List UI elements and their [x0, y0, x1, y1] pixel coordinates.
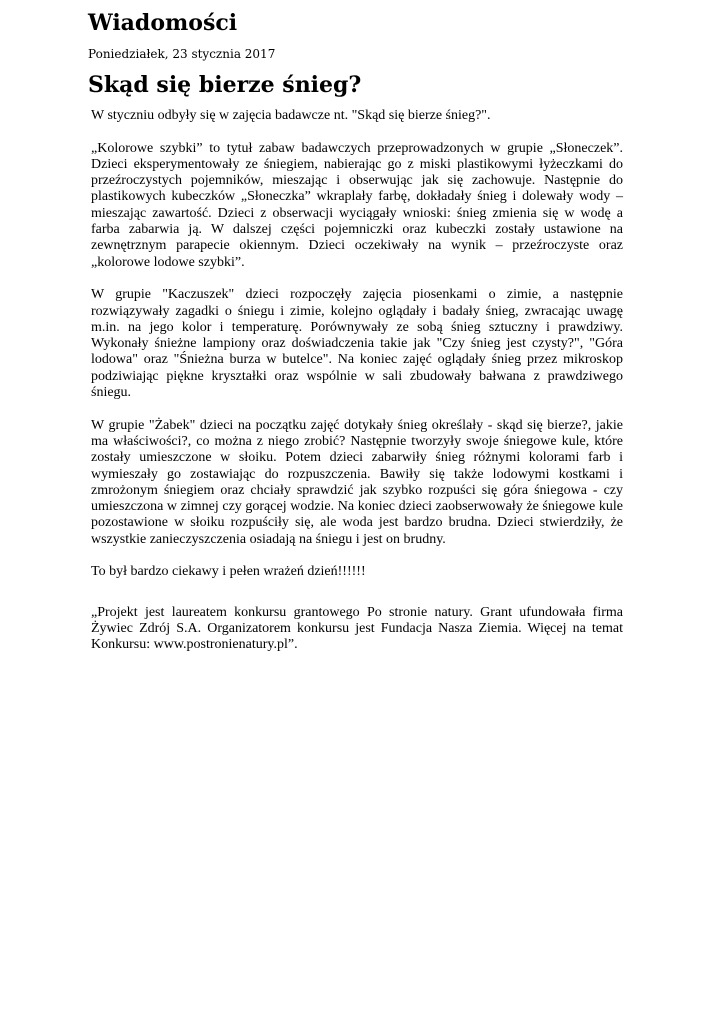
article-body: [91, 108, 623, 670]
post-date: Poniedziałek, 23 stycznia 2017: [88, 47, 276, 61]
site-title: Wiadomości: [88, 10, 238, 36]
paragraph-project-note: „Projekt jest laureatem konkursu grantowego Po stronie natury. Grant ufundowała firma Żywiec Zdrój S.A. Organizatorem konkursu jest Fundacja Nasza Ziemia. Więcej na temat Konkursu: www.postronienatury.pl”.: [91, 604, 623, 653]
paragraph-summary: To był bardzo ciekawy i pełen wrażeń dzień!!!!!!: [91, 564, 366, 580]
article-title: Skąd się bierze śnieg?: [88, 72, 362, 98]
paragraph-zabki: W grupie "Żabek" dzieci na początku zajęć dotykały śnieg określały - skąd się bierze?, jakie ma właściwości?, co można z niego zrobić? Następnie tworzyły swoje śniegowe kule, które zostały umieszczone w słoiku. Potem dzieci zabarwiły śnieg różnymi kolorami farb i wymieszały go zostawiając do rozpuszczenia. Bawiły się także lodowymi kostkami i zmrożonym śniegiem oraz chciały sprawdzić jak szybko rozpuści się góra śniegowa - czy umieszczona w zimnej czy gorącej wodzie. Na koniec dzieci zaobserwowały że śniegowe kule pozostawione w słoiku rozpuściły się, ale woda jest bardzo brudna. Dzieci stwierdziły, że wszystkie zanieczyszczenia osiadają na śniegu i jest on brudny.: [91, 417, 623, 547]
paragraph-kaczuszki: W grupie "Kaczuszek" dzieci rozpoczęły zajęcia piosenkami o zimie, a następnie rozwiązywały zagadki o śniegu i zimie, kolejno oglądały i badały śnieg, zwracając uwagę m.in. na jego kolor i temperaturę. Porównywały ze sobą śnieg sztuczny i prawdziwy. Wykonały śnieżne lampiony oraz doświadczenia takie jak "Czy śnieg jest czysty?", "Góra lodowa" oraz "Śnieżna burza w butelce". Na koniec zajęć oglądały śnieg przez mikroskop podziwiając piękne kryształki oraz wspólnie w sali zbudowały bałwana z prawdziwego śniegu.: [91, 287, 623, 401]
paragraph-sloneczka: „Kolorowe szybki” to tytuł zabaw badawczych przeprowadzonych w grupie „Słoneczek”. Dzieci eksperymentowały ze śniegiem, nabierając go z miski plastikowymi łyżeczkami do przeźroczystych pojemników, mieszając i obserwując jak się zachowuje. Następnie do plastikowych kubeczków „Słoneczka” wkraplały farbę, dokładały śnieg i dolewały wody – mieszając zawartość. Dzieci z obserwacji wyciągały wnioski: śnieg zmienia się w wodę a farba zabarwia ją. W dalszej części pojemniczki oraz kubeczki zostały ustawione na zewnętrznym parapecie okiennym. Dzieci oczekiwały na wynik – przeźroczyste oraz „kolorowe lodowe szybki”.: [91, 140, 623, 270]
paragraph-intro: W styczniu odbyły się w zajęcia badawcze nt. "Skąd się bierze śnieg?".: [91, 108, 491, 123]
